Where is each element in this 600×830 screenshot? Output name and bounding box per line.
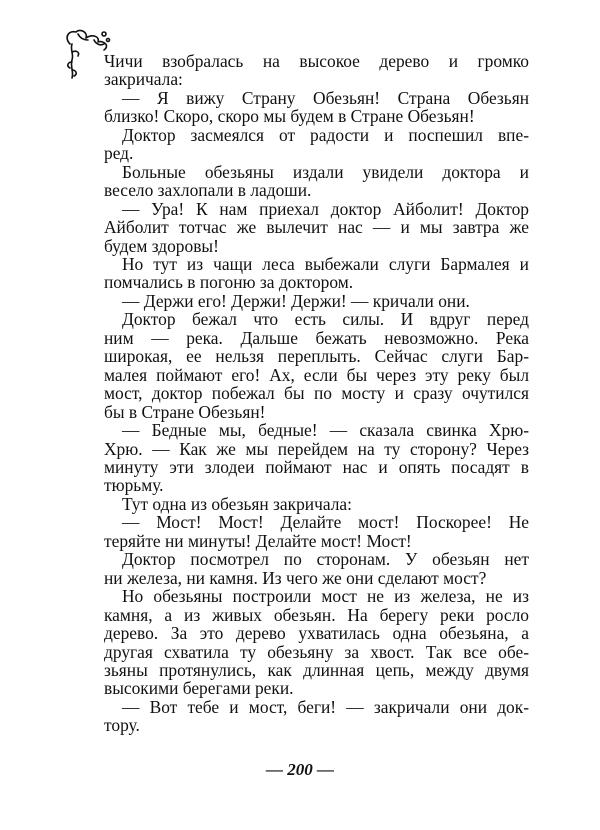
text-line: Айболит тотчас же вылечит нас — и мы завтра же: [104, 217, 529, 238]
page-number: — 200 —: [266, 760, 334, 779]
text-line: закричала:: [104, 69, 183, 90]
text-line: будем здоровы!: [104, 235, 219, 256]
text-line: близко! Скоро, скоро мы будем в Стране Обезьян!: [104, 106, 475, 127]
text-line: — Мост! Мост! Делайте мост! Поскорее! Не: [122, 512, 529, 533]
text-line: — Держи его! Держи! Держи! — кричали они.: [122, 290, 470, 311]
text-line: помчались в погоню за доктором.: [104, 272, 354, 293]
text-line: — Бедные мы, бедные! — сказала свинка Хрю-: [122, 420, 529, 441]
text-line: Чичи взобралась на высокое дерево и громко: [104, 51, 529, 71]
text-line: — Я вижу Страну Обезьян! Страна Обезьян: [122, 87, 529, 108]
text-line: высокими берегами реки.: [104, 678, 294, 699]
text-line: ни железа, ни камня. Из чего же они сделают мост?: [104, 567, 487, 588]
text-line: теряйте ни минуты! Делайте мост! Мост!: [104, 530, 412, 551]
text-line: Но тут из чащи леса выбежали слуги Бармалея и: [122, 253, 529, 274]
text-line: Доктор посмотрел по сторонам. У обезьян нет: [122, 549, 529, 570]
text-line: тюрьму.: [104, 475, 164, 496]
text-line: зьяны протянулись, как длинная цепь, между двумя: [104, 659, 529, 680]
text-line: тору.: [104, 715, 140, 736]
text-line: минуту эти злодеи поймают нас и опять посадят в: [104, 456, 529, 477]
text-line: широкая, ее нельзя переплыть. Сейчас слуги Бар-: [104, 346, 529, 367]
text-line: Но обезьяны построили мост не из железа, не из: [122, 586, 529, 607]
text-line: другая схватила ту обезьяну за хвост. Так все обе-: [104, 641, 529, 662]
text-line: ред.: [104, 143, 134, 164]
text-line: — Ура! К нам приехал доктор Айболит! Доктор: [122, 198, 529, 219]
text-line: ним — река. Дальше бежать невозможно. Река: [104, 327, 529, 348]
text-line: Тут одна из обезьян закричала:: [122, 493, 352, 514]
text-line: Больные обезьяны издали увидели доктора и: [122, 161, 529, 182]
main-text: [104, 52, 529, 735]
text-line: — Вот тебе и мост, беги! — закричали они док-: [122, 696, 529, 717]
text-line: камня, а из живых обезьян. На берегу реки росло: [104, 604, 529, 625]
text-line: Доктор бежал что есть силы. И вдруг перед: [122, 309, 529, 330]
text-line: малея поймают его! Ах, если бы через эту реку был: [104, 364, 529, 385]
text-line: дерево. За это дерево ухватилась одна обезьяна, а: [104, 623, 529, 644]
text-line: весело захлопали в ладоши.: [104, 180, 312, 201]
text-line: Доктор засмеялся от радости и поспешил впе-: [122, 124, 529, 145]
text-line: бы в Стране Обезьян!: [104, 401, 266, 422]
text-line: мост, доктор побежал бы по мосту и сразу очутился: [104, 383, 529, 404]
text-line: Хрю. — Как же мы перейдем на ту сторону? Через: [104, 438, 529, 459]
